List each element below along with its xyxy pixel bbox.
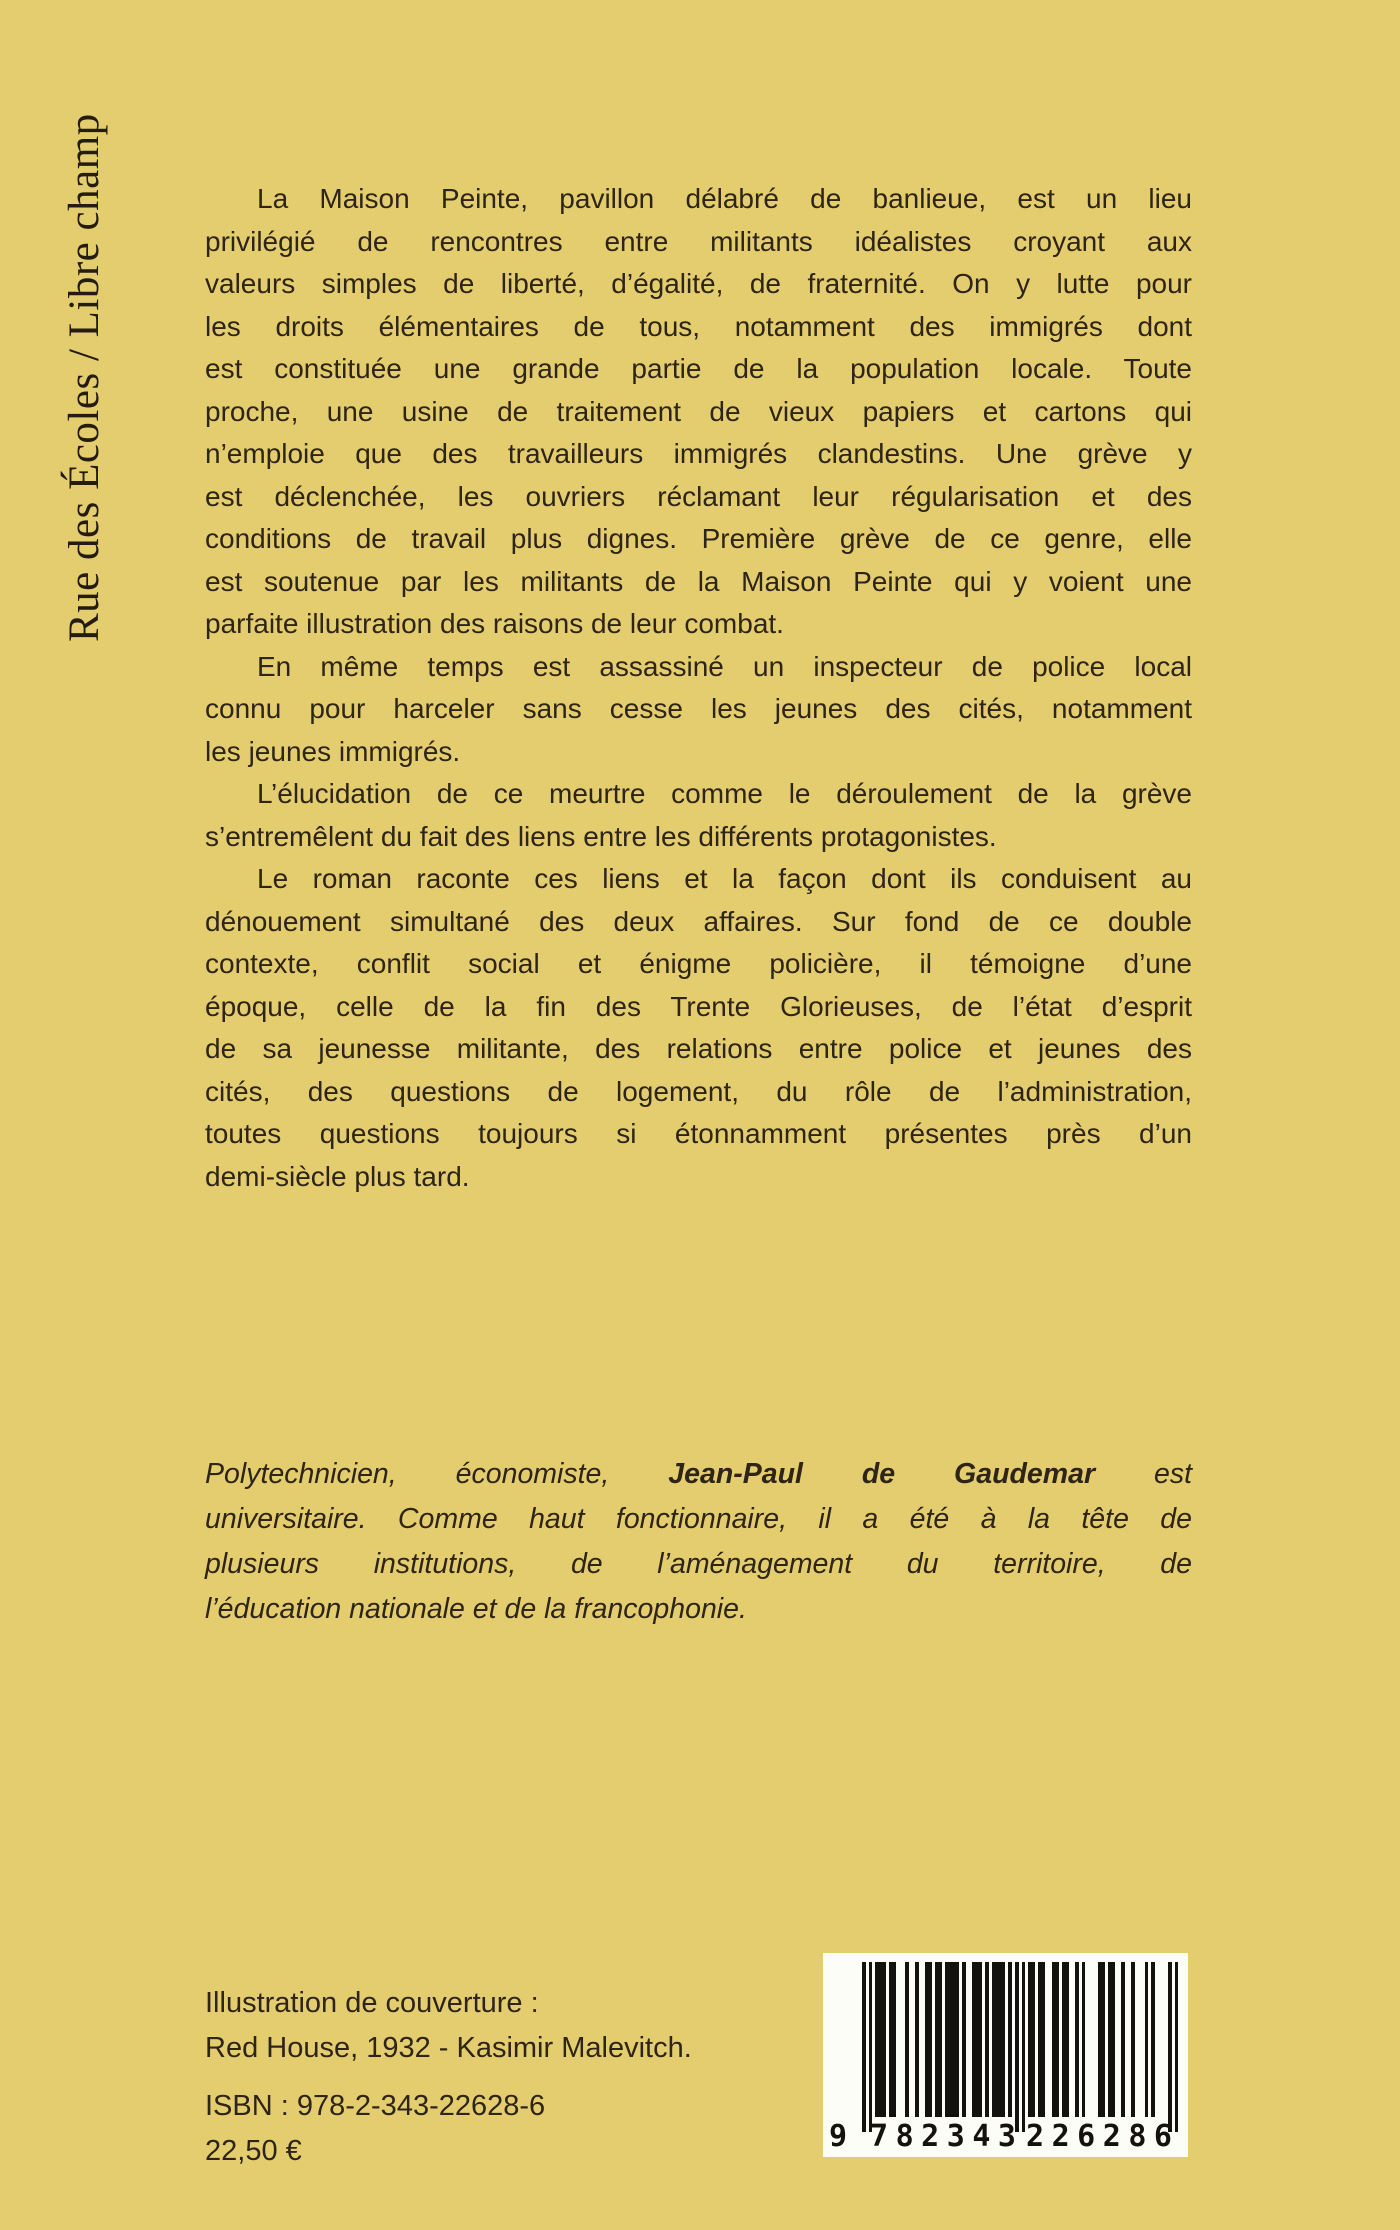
- cover-illustration-credit-line1: Illustration de couverture :: [205, 1987, 539, 2019]
- synopsis-line: parfaite illustration des raisons de leur combat.: [205, 608, 784, 639]
- barcode-bar: [929, 1962, 933, 2117]
- author-note-text: plusieurs institutions, de l’aménagement du territoire, de: [205, 1548, 1192, 1580]
- collection-spine-label: Rue des Écoles / Libre champ: [61, 113, 108, 642]
- synopsis-line: est soutenue par les militants de la Maison Peinte qui y voient une: [205, 565, 1192, 597]
- barcode-digit: 7: [870, 2119, 889, 2154]
- author-note: [205, 1452, 1192, 1632]
- synopsis-line: toutes questions toujours si étonnamment présentes près d’un: [205, 1118, 1192, 1149]
- barcode-bar: [939, 1962, 943, 2117]
- barcode-digit: 9: [829, 2119, 848, 2154]
- barcode-bar: [1055, 1962, 1059, 2117]
- synopsis-line: conditions de travail plus dignes. Première grève de ce genre, elle: [205, 523, 1192, 554]
- synopsis-line: La Maison Peinte, pavillon délabré de banlieue, est un lieu: [257, 183, 1192, 214]
- author-name: Jean-Paul de Gaudemar: [668, 1458, 1096, 1490]
- barcode-bar: [1168, 1962, 1172, 2132]
- barcode-bar: [892, 1962, 896, 2117]
- barcode-bar: [955, 1962, 959, 2117]
- author-note-line: [205, 1452, 1192, 1497]
- barcode-bar: [985, 1962, 989, 2117]
- author-note-text: l’éducation nationale et de la francophonie.: [205, 1593, 747, 1625]
- barcode: [823, 1953, 1188, 2157]
- author-note-line: [205, 1587, 1192, 1632]
- barcode-digits-left: [870, 2119, 1016, 2154]
- barcode-digit-system: [829, 2119, 859, 2154]
- barcode-digit: 2: [1102, 2119, 1121, 2154]
- author-note-line: [205, 1497, 1192, 1542]
- barcode-bar: [1042, 1962, 1046, 2117]
- barcode-digit: 6: [1077, 2119, 1096, 2154]
- barcode-bar: [1002, 1962, 1006, 2117]
- synopsis-line: est constituée une grande partie de la population locale. Toute: [205, 353, 1192, 384]
- barcode-bar: [862, 1962, 866, 2132]
- barcode-digit: 2: [1051, 2119, 1070, 2154]
- barcode-bar: [1111, 1962, 1115, 2117]
- barcode-digits-right: [1026, 2119, 1172, 2154]
- barcode-bar: [882, 1962, 886, 2117]
- synopsis-line: contexte, conflit social et énigme policière, il témoigne d’une: [205, 948, 1192, 979]
- synopsis-line: cités, des questions de logement, du rôle de l’administration,: [205, 1075, 1192, 1107]
- synopsis-line: les droits élémentaires de tous, notamment des immigrés dont: [205, 310, 1192, 342]
- synopsis-line: n’emploie que des travailleurs immigrés clandestins. Une grève y: [205, 438, 1192, 469]
- barcode-bar: [1075, 1962, 1079, 2117]
- synopsis-line: les jeunes immigrés.: [205, 735, 461, 767]
- synopsis-line: connu pour harceler sans cesse les jeunes des cités, notamment: [205, 693, 1192, 724]
- credits: [205, 1981, 692, 2174]
- barcode-digit: 2: [1026, 2119, 1045, 2154]
- synopsis-line: est déclenchée, les ouvriers réclamant leur régularisation et des: [205, 480, 1192, 512]
- barcode-bar: [915, 1962, 919, 2117]
- barcode-digit: 4: [972, 2119, 991, 2154]
- barcode-digit: 2: [921, 2119, 940, 2154]
- author-note-text: est: [1095, 1458, 1192, 1490]
- credits-spacer: [205, 2071, 692, 2084]
- barcode-bar: [1065, 1962, 1069, 2117]
- barcode-bar: [978, 1962, 982, 2117]
- barcode-bar: [905, 1962, 909, 2117]
- barcode-digit: 6: [1153, 2119, 1172, 2154]
- barcode-bar: [1121, 1962, 1125, 2117]
- author-note-line: [205, 1542, 1192, 1587]
- barcode-bar: [1151, 1962, 1155, 2117]
- synopsis: [205, 178, 1192, 1198]
- barcode-bar: [1022, 1962, 1026, 2132]
- barcode-bar: [1015, 1962, 1019, 2132]
- barcode-digit: 8: [895, 2119, 914, 2154]
- barcode-bar: [1131, 1962, 1135, 2117]
- barcode-digit: 3: [946, 2119, 965, 2154]
- cover-illustration-credit-line2: Red House, 1932 - Kasimir Malevitch.: [205, 2032, 692, 2064]
- barcode-bar: [1145, 1962, 1149, 2117]
- barcode-bar: [1032, 1962, 1036, 2117]
- synopsis-line: Le roman raconte ces liens et la façon dont ils conduisent au: [257, 863, 1192, 894]
- barcode-digit: 8: [1128, 2119, 1147, 2154]
- isbn-text: ISBN : 978-2-343-22628-6: [205, 2090, 546, 2122]
- synopsis-line: privilégié de rencontres entre militants idéalistes croyant aux: [205, 225, 1192, 257]
- price-text: 22,50 €: [205, 2135, 302, 2167]
- barcode-bar: [1008, 1962, 1012, 2117]
- synopsis-line: L’élucidation de ce meurtre comme le déroulement de la grève: [257, 778, 1192, 809]
- barcode-bar: [1175, 1962, 1179, 2132]
- barcode-digit: 3: [997, 2119, 1016, 2154]
- synopsis-line: époque, celle de la fin des Trente Glorieuses, de l’état d’esprit: [205, 990, 1192, 1022]
- author-note-text: Polytechnicien, économiste,: [205, 1458, 669, 1490]
- barcode-bar: [1082, 1962, 1086, 2117]
- barcode-bar: [1101, 1962, 1105, 2117]
- synopsis-line: proche, une usine de traitement de vieux papiers et cartons qui: [205, 395, 1192, 427]
- barcode-bar: [869, 1962, 873, 2132]
- synopsis-line: de sa jeunesse militante, des relations entre police et jeunes des: [205, 1033, 1192, 1064]
- synopsis-line: s’entremêlent du fait des liens entre les différents protagonistes.: [205, 820, 997, 852]
- author-note-text: universitaire. Comme haut fonctionnaire, il a été à la tête de: [205, 1503, 1192, 1535]
- synopsis-line: dénouement simultané des deux affaires. Sur fond de ce double: [205, 905, 1192, 937]
- synopsis-line: En même temps est assassiné un inspecteur de police local: [257, 650, 1192, 682]
- synopsis-line: demi-siècle plus tard.: [205, 1160, 470, 1192]
- barcode-bar: [962, 1962, 966, 2117]
- synopsis-line: valeurs simples de liberté, d’égalité, de fraternité. On y lutte pour: [205, 268, 1192, 299]
